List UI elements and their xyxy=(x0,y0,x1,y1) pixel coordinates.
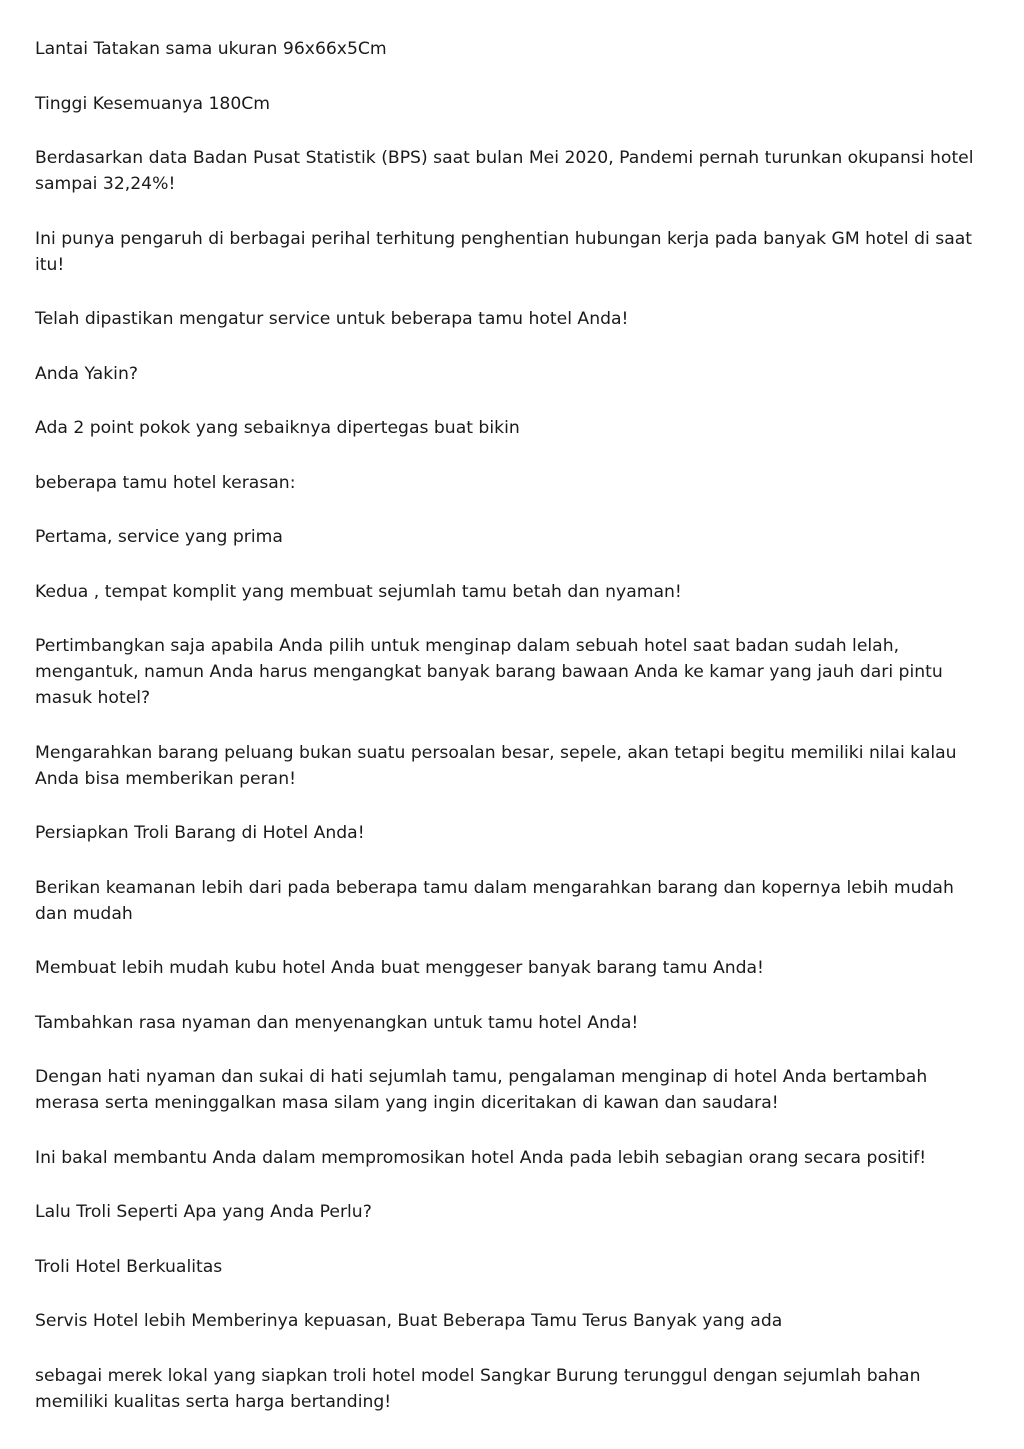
paragraph-tatakan-size: Lantai Tatakan sama ukuran 96x66x5Cm xyxy=(35,39,387,59)
paragraph-bps-data: Berdasarkan data Badan Pusat Statistik (BPS) saat bulan Mei 2020, Pandemi pernah turunkan okupansi hotel sampai 32,24%! xyxy=(35,148,974,194)
paragraph-question: Anda Yakin? xyxy=(35,363,138,384)
paragraph-service: Telah dipastikan mengatur service untuk beberapa tamu hotel Anda! xyxy=(35,309,629,329)
paragraph-first: Pertama, service yang prima xyxy=(35,527,283,547)
paragraph-promotion: Ini bakal membantu Anda dalam mempromosikan hotel Anda pada lebih sebagian orang secara positif! xyxy=(35,1147,927,1168)
paragraph-comfort: Tambahkan rasa nyaman dan menyenangkan untuk tamu hotel Anda! xyxy=(35,1012,639,1033)
paragraph-easier: Membuat lebih mudah kubu hotel Anda buat menggeser banyak barang tamu Anda! xyxy=(35,958,764,978)
document-body xyxy=(35,36,985,1443)
paragraph-experience: Dengan hati nyaman dan sukai di hati sejumlah tamu, pengalaman menginap di hotel Anda bertambah merasa serta meninggalkan masa silam yang ingin diceritakan di kawan dan saudara! xyxy=(35,1067,928,1113)
paragraph-guests: beberapa tamu hotel kerasan: xyxy=(35,472,296,493)
paragraph-height: Tinggi Kesemuanya 180Cm xyxy=(35,93,270,114)
paragraph-safety: Berikan keamanan lebih dari pada beberapa tamu dalam mengarahkan barang dan kopernya lebih mudah dan mudah xyxy=(35,877,954,924)
paragraph-quality-trolley: Troli Hotel Berkualitas xyxy=(35,1256,223,1277)
paragraph-impact: Ini punya pengaruh di berbagai perihal terhitung penghentian hubungan kerja pada banyak GM hotel di saat itu! xyxy=(35,228,973,275)
paragraph-second: Kedua , tempat komplit yang membuat sejumlah tamu betah dan nyaman! xyxy=(35,581,682,602)
paragraph-hotel-service: Servis Hotel lebih Memberinya kepuasan, Buat Beberapa Tamu Terus Banyak yang ada xyxy=(35,1311,783,1331)
paragraph-which-trolley: Lalu Troli Seperti Apa yang Anda Perlu? xyxy=(35,1202,372,1222)
paragraph-prepare-trolley: Persiapkan Troli Barang di Hotel Anda! xyxy=(35,823,365,843)
paragraph-two-points: Ada 2 point pokok yang sebaiknya dipertegas buat bikin xyxy=(35,418,520,438)
paragraph-luggage: Mengarahkan barang peluang bukan suatu persoalan besar, sepele, akan tetapi begitu memiliki nilai kalau Anda bisa memberikan peran! xyxy=(35,742,957,789)
paragraph-consider: Pertimbangkan saja apabila Anda pilih untuk menginap dalam sebuah hotel saat badan sudah lelah, mengantuk, namun Anda harus mengangkat banyak barang bawaan Anda ke kamar yang jauh dari pintu masuk hotel? xyxy=(35,636,943,708)
paragraph-local-brand: sebagai merek lokal yang siapkan troli hotel model Sangkar Burung terunggul dengan sejumlah bahan memiliki kualitas serta harga bertanding! xyxy=(35,1365,921,1412)
